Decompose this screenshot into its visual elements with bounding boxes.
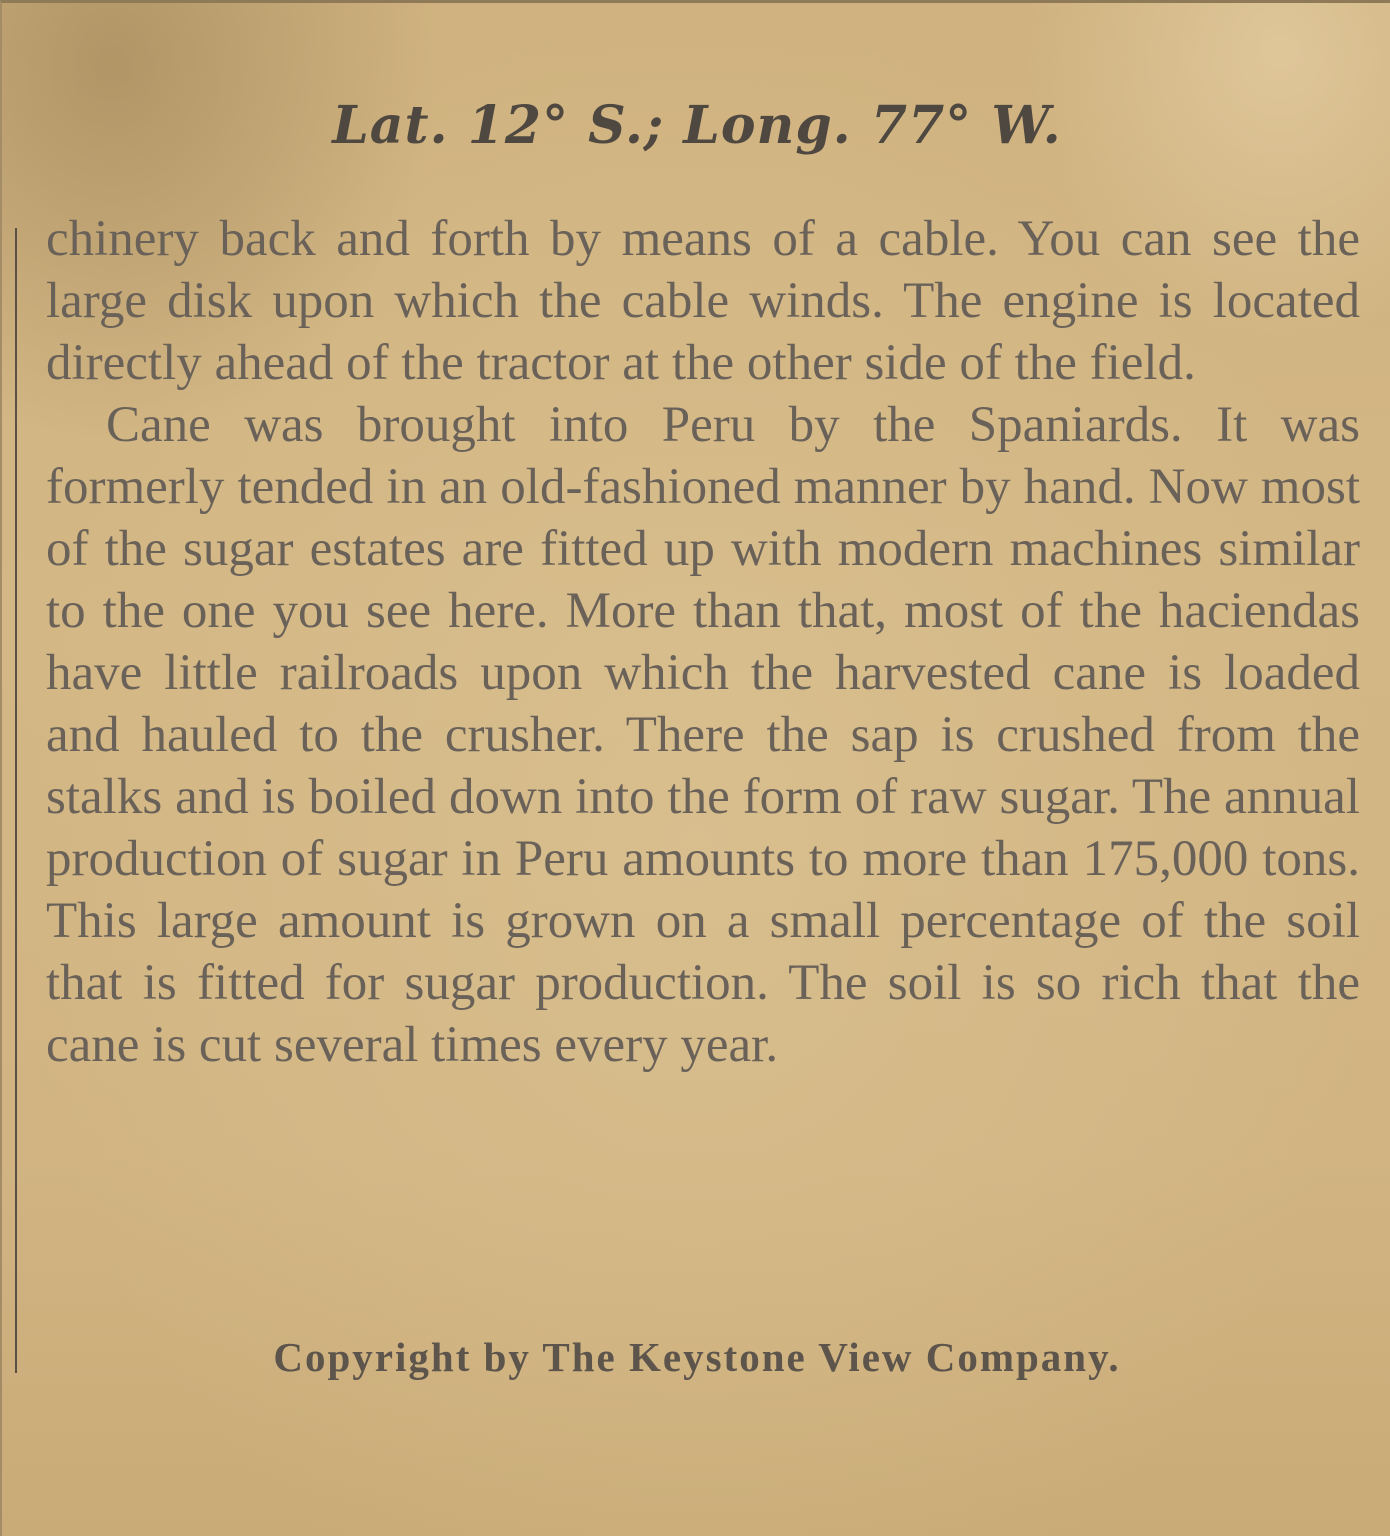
coordinates-heading: Lat. 12° S.; Long. 77° W. bbox=[332, 95, 1062, 156]
paragraph-sugar-cane: Cane was brought into Peru by the Spaniards. It was formerly tended in an old-fashioned manner by hand. Now most of the sugar estates are fitted up with modern machines similar to the one you see here. More than that, most of the haciendas have little railroads upon which the harvested cane is loaded and hauled to the crusher. There the sap is crushed from the stalks and is boiled down into the form of raw sugar. The annual production of sugar in Peru amounts to more than 175,000 tons. This large amount is grown on a small percentage of the soil that is fitted for sugar production. The soil is so rich that the cane is cut several times every year. bbox=[46, 397, 1360, 1073]
copyright-notice: Copyright by The Keystone View Company. bbox=[273, 1334, 1121, 1380]
paragraph-continuation: chinery back and forth by means of a cable. You can see the large disk upon which the cable winds. The engine is located directly ahead of the tractor at the other side of the field. bbox=[46, 211, 1360, 391]
card-body-text bbox=[46, 208, 1360, 1076]
left-border-rule bbox=[15, 228, 17, 1373]
